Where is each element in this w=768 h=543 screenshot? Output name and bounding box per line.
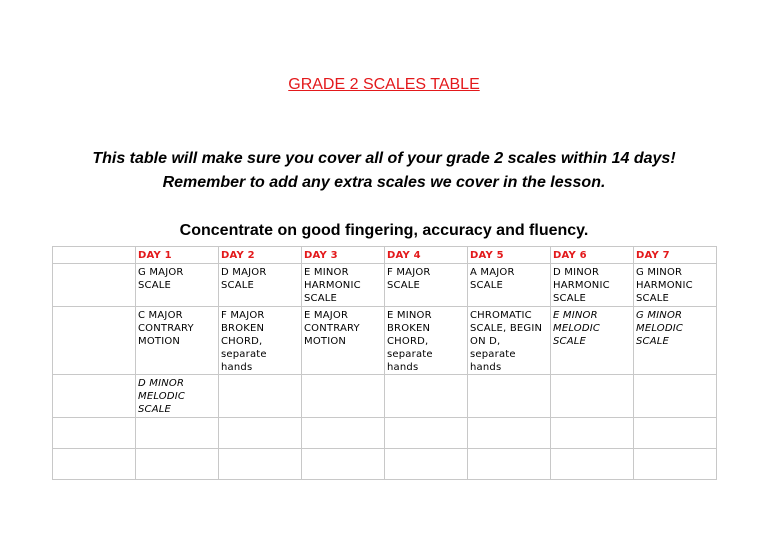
table-row [53,264,717,307]
table-cell [302,418,385,449]
table-header-row [53,247,717,264]
table-row [53,307,717,375]
table-cell [385,449,468,480]
table-cell: E MINOR MELODIC SCALE [551,307,634,375]
header-cell-day-6: DAY 6 [551,247,634,264]
table-cell [468,449,551,480]
header-cell-day-1: DAY 1 [136,247,219,264]
table-cell [551,375,634,418]
header-cell [53,247,136,264]
table-row [53,449,717,480]
table-cell [53,307,136,375]
table-cell: C MAJOR CONTRARY MOTION [136,307,219,375]
header-cell-day-2: DAY 2 [219,247,302,264]
table-cell [219,449,302,480]
table-cell [468,375,551,418]
table-cell [136,418,219,449]
page-title: GRADE 2 SCALES TABLE [288,76,480,93]
intro-line-1: This table will make sure you cover all of your grade 2 scales within 14 days! [92,150,676,167]
table-cell: G MINOR MELODIC SCALE [634,307,717,375]
table-cell [468,418,551,449]
table-cell [385,418,468,449]
header-cell-day-3: DAY 3 [302,247,385,264]
table-cell: D MAJOR SCALE [219,264,302,307]
header-cell-day-4: DAY 4 [385,247,468,264]
focus-line: Concentrate on good fingering, accuracy and fluency. [179,222,589,239]
table-cell: F MAJOR SCALE [385,264,468,307]
table-cell: CHROMATIC SCALE, BEGIN ON D, separate hands [468,307,551,375]
table-cell [551,449,634,480]
scales-table [52,246,717,480]
table-cell [302,375,385,418]
table-cell [551,418,634,449]
intro-line-2: Remember to add any extra scales we cover in the lesson. [162,174,606,191]
table-cell: D MINOR HARMONIC SCALE [551,264,634,307]
table-cell [53,375,136,418]
table-cell: D MINOR MELODIC SCALE [136,375,219,418]
table-cell: F MAJOR BROKEN CHORD, separate hands [219,307,302,375]
table-cell [634,375,717,418]
table-row [53,418,717,449]
header-cell-day-5: DAY 5 [468,247,551,264]
table-cell: E MINOR BROKEN CHORD, separate hands [385,307,468,375]
table-cell: E MAJOR CONTRARY MOTION [302,307,385,375]
table-row [53,375,717,418]
table-cell: G MINOR HARMONIC SCALE [634,264,717,307]
table-cell [634,418,717,449]
table-cell [302,449,385,480]
table-cell: A MAJOR SCALE [468,264,551,307]
table-cell [53,418,136,449]
table-cell [53,449,136,480]
table-cell [634,449,717,480]
header-cell-day-7: DAY 7 [634,247,717,264]
table-cell [219,418,302,449]
table-cell [136,449,219,480]
table-cell [385,375,468,418]
table-cell [53,264,136,307]
table-cell: E MINOR HARMONIC SCALE [302,264,385,307]
table-cell [219,375,302,418]
table-cell: G MAJOR SCALE [136,264,219,307]
